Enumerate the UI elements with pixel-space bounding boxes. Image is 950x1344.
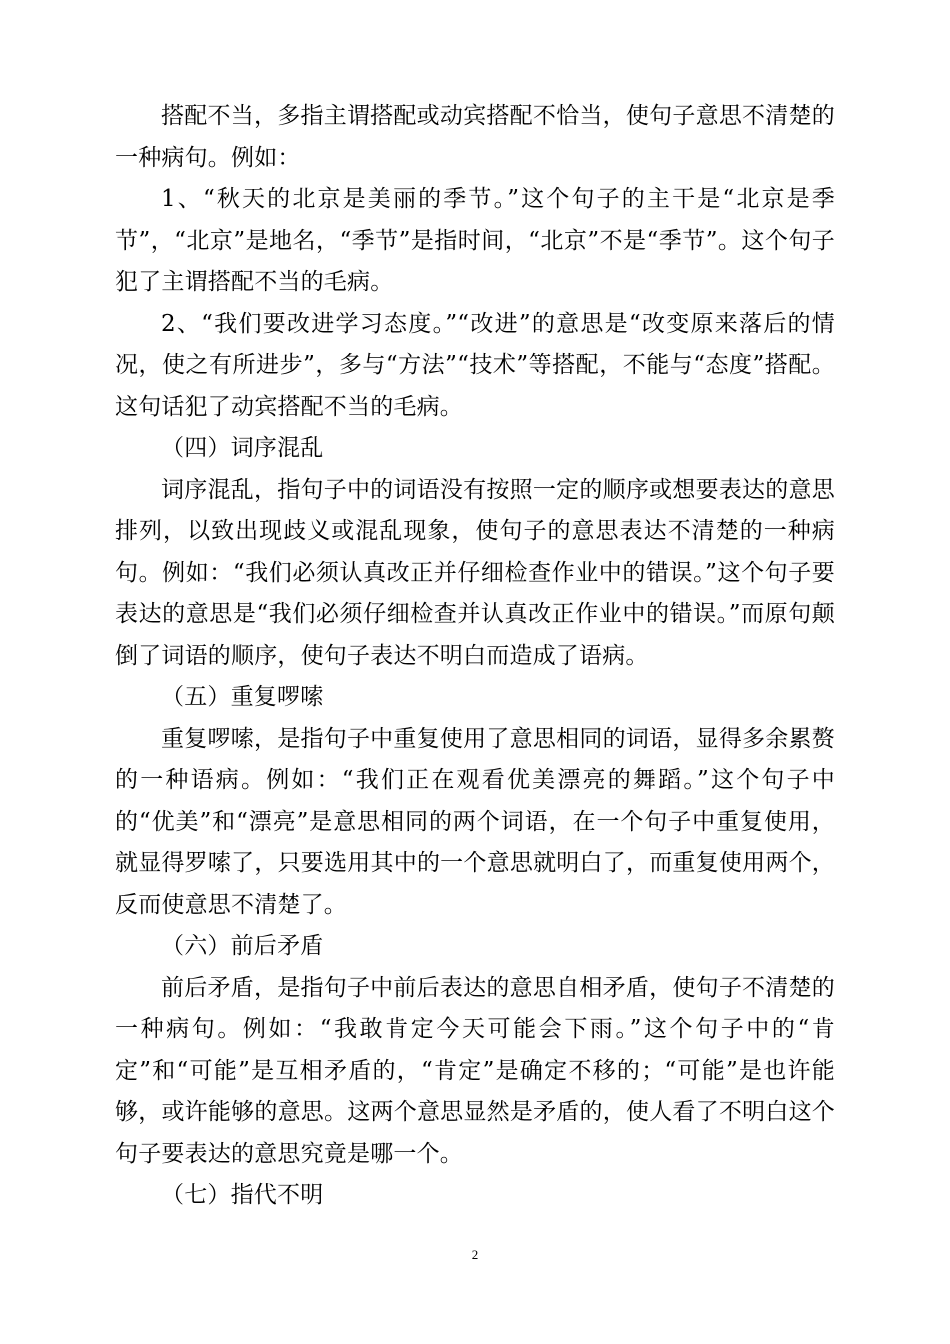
section-heading-contradiction: （六）前后矛盾 xyxy=(161,933,324,959)
paragraph-contradiction: 前后矛盾，是指句子中前后表达的意思自相矛盾，使句子不清楚的一种病句。例如：“我敢肯定今天可能会下雨。”这个句子中的“肯定”和“可能”是互相矛盾的，“肯定”是确定不移的；“可能”是也许能够，或许能够的意思。这两个意思显然是矛盾的，使人看了不明白这个句子要表达的意思究竟是哪一个。 xyxy=(115,974,835,1167)
paragraph-example-1: 1、“秋天的北京是美丽的季节。”这个句子的主干是“北京是季节”，“北京”是地名，“季节”是指时间，“北京”不是“季节”。这个句子犯了主谓搭配不当的毛病。 xyxy=(115,186,835,295)
paragraph-word-order: 词序混乱，指句子中的词语没有按照一定的顺序或想要表达的意思排列，以致出现歧义或混乱现象，使句子的意思表达不清楚的一种病句。例如：“我们必须认真改正并仔细检查作业中的错误。”这个句子要表达的意思是“我们必须仔细检查并认真改正作业中的错误。”而原句颠倒了词语的顺序，使句子表达不明白而造成了语病。 xyxy=(115,476,835,669)
paragraph-example-2: 2、“我们要改进学习态度。”“改进”的意思是“改变原来落后的情况，使之有所进步”，多与“方法”“技术”等搭配，不能与“态度”搭配。这句话犯了动宾搭配不当的毛病。 xyxy=(115,310,835,420)
section-heading-word-order: （四）词序混乱 xyxy=(161,435,324,461)
document-body xyxy=(115,96,835,1217)
section-heading-unclear-reference: （七）指代不明 xyxy=(161,1182,324,1208)
paragraph-redundancy: 重复啰嗦，是指句子中重复使用了意思相同的词语，显得多余累赘的一种语病。例如：“我们正在观看优美漂亮的舞蹈。”这个句子中的“优美”和“漂亮”是意思相同的两个词语，在一个句子中重复使用，就显得罗嗦了，只要选用其中的一个意思就明白了，而重复使用两个，反而使意思不清楚了。 xyxy=(115,725,835,918)
paragraph-collocation-intro: 搭配不当，多指主谓搭配或动宾搭配不恰当，使句子意思不清楚的一种病句。例如： xyxy=(115,103,835,171)
section-heading-redundancy: （五）重复啰嗦 xyxy=(161,684,324,710)
page-number: 2 xyxy=(471,1247,479,1262)
